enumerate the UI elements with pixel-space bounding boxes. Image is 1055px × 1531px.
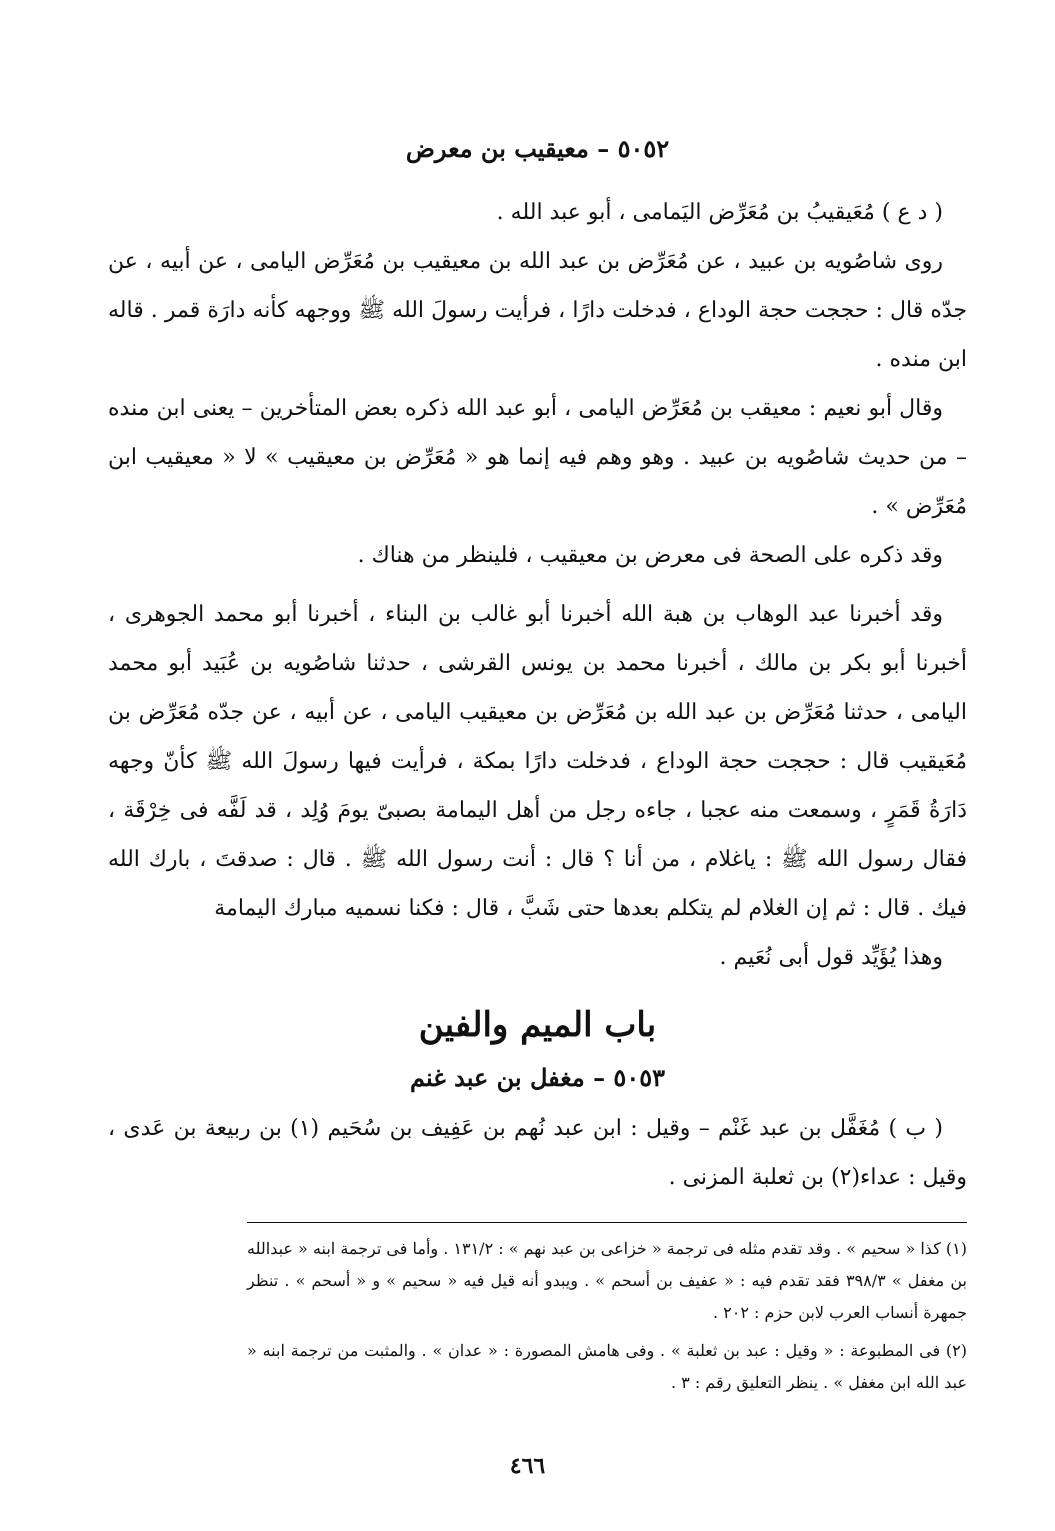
entry-paragraph: روى شاصُويه بن عبيد ، عن مُعَرِّض بن عبد الله بن معيقيب بن مُعَرِّض اليامى ، عن أبيه ، عن جدّه قال : حججت حجة الوداع ، فدخلت دارًا ، فرأيت رسولَ الله ﷺ ووجهه كأنه دارَة قمر . قاله ابن منده . xyxy=(108,248,967,372)
chapter-title: باب الميم والفين xyxy=(418,1004,657,1045)
footnote: (٢) فى المطبوعة : « وقيل : عبد بن ثعلبة » . وفى هامش المصورة : « عدان » . والمثبت من ترجمة ابنه « عبد الله ابن مغفل » . ينظر التعليق رقم : ٣ . xyxy=(247,1341,967,1393)
footnotes xyxy=(247,1222,967,1399)
entry-paragraph: وقال أبو نعيم : معيقب بن مُعَرِّض اليامى ، أبو عبد الله ذكره بعض المتأخرين – يعنى ابن منده – من حديث شاصُويه بن عبيد . وهو وهم فيه إنما هو « مُعَرِّض بن معيقيب » لا « معيقيب ابن مُعَرِّض » . xyxy=(108,395,967,519)
entry-title: ٥٠٥٣ – مغفل بن عبد غنم xyxy=(410,1062,665,1092)
page-number: ٤٦٦ xyxy=(509,1453,546,1479)
entry-paragraph: ( ب ) مُغَفَّل بن عبد غَنْم – وقيل : ابن عبد نُهم بن عَفِيف بن سُحَيم (١) بن ربيعة بن عَدى ، وقيل : عداء(٢) بن ثعلبة المزنى . xyxy=(108,1116,967,1191)
entry-paragraph: وهذا يُؤَيِّد قول أبى نُعَيم . xyxy=(719,944,943,970)
footnote: (١) كذا « سحيم » . وقد تقدم مثله فى ترجمة « خزاعى بن عبد نهم » : ١٣١/٢ . وأما فى ترجمة ابنه « عبدالله بن مغفل » ٣٩٨/٣ فقد تقدم فيه : « عفيف بن أسحم » . ويبدو أنه قيل فيه « سحيم » و « أسحم » . تنظر جمهرة أنساب العرب لابن حزم : ٢٠٢ . xyxy=(247,1239,967,1323)
entry-title: ٥٠٥٢ – معيقيب بن معرض xyxy=(405,134,670,163)
entry-paragraph: وقد أخبرنا عبد الوهاب بن هبة الله أخبرنا أبو غالب بن البناء ، أخبرنا أبو محمد الجوهرى ، أخبرنا أبو بكر بن مالك ، أخبرنا محمد بن يونس القرشى ، حدثنا شاصُويه بن عُبَيد أبو محمد اليامى ، حدثنا مُعَرِّض بن عبد الله بن مُعَرِّض بن معيقيب اليامى ، عن أبيه ، عن جدّه مُعَرِّض بن مُعَيقيب قال : حججت حجة الوداع ، فدخلت دارًا بمكة ، فرأيت فيها رسولَ الله ﷺ كأنّ وجهه دَارَةُ قَمَرٍ ، وسمعت منه عجبا ، جاءه رجل من أهل اليمامة بصبىّ يومَ وُلِد ، قد لَفَّه فى خِرْقَة ، فقال رسول الله ﷺ : ياغلام ، من أنا ؟ قال : أنت رسول الله ﷺ . قال : صدقتَ ، بارك الله فيك . قال : ثم إن الغلام لم يتكلم بعدها حتى شَبَّ ، قال : فكنا نسميه مبارك اليمامة xyxy=(108,601,967,921)
entry-paragraph: وقد ذكره على الصحة فى معرض بن معيقيب ، فلينظر من هناك . xyxy=(357,542,943,568)
entry-paragraph: ( د ع ) مُعَيقيبُ بن مُعَرِّض اليَمامى ، أبو عبد الله . xyxy=(496,199,943,225)
